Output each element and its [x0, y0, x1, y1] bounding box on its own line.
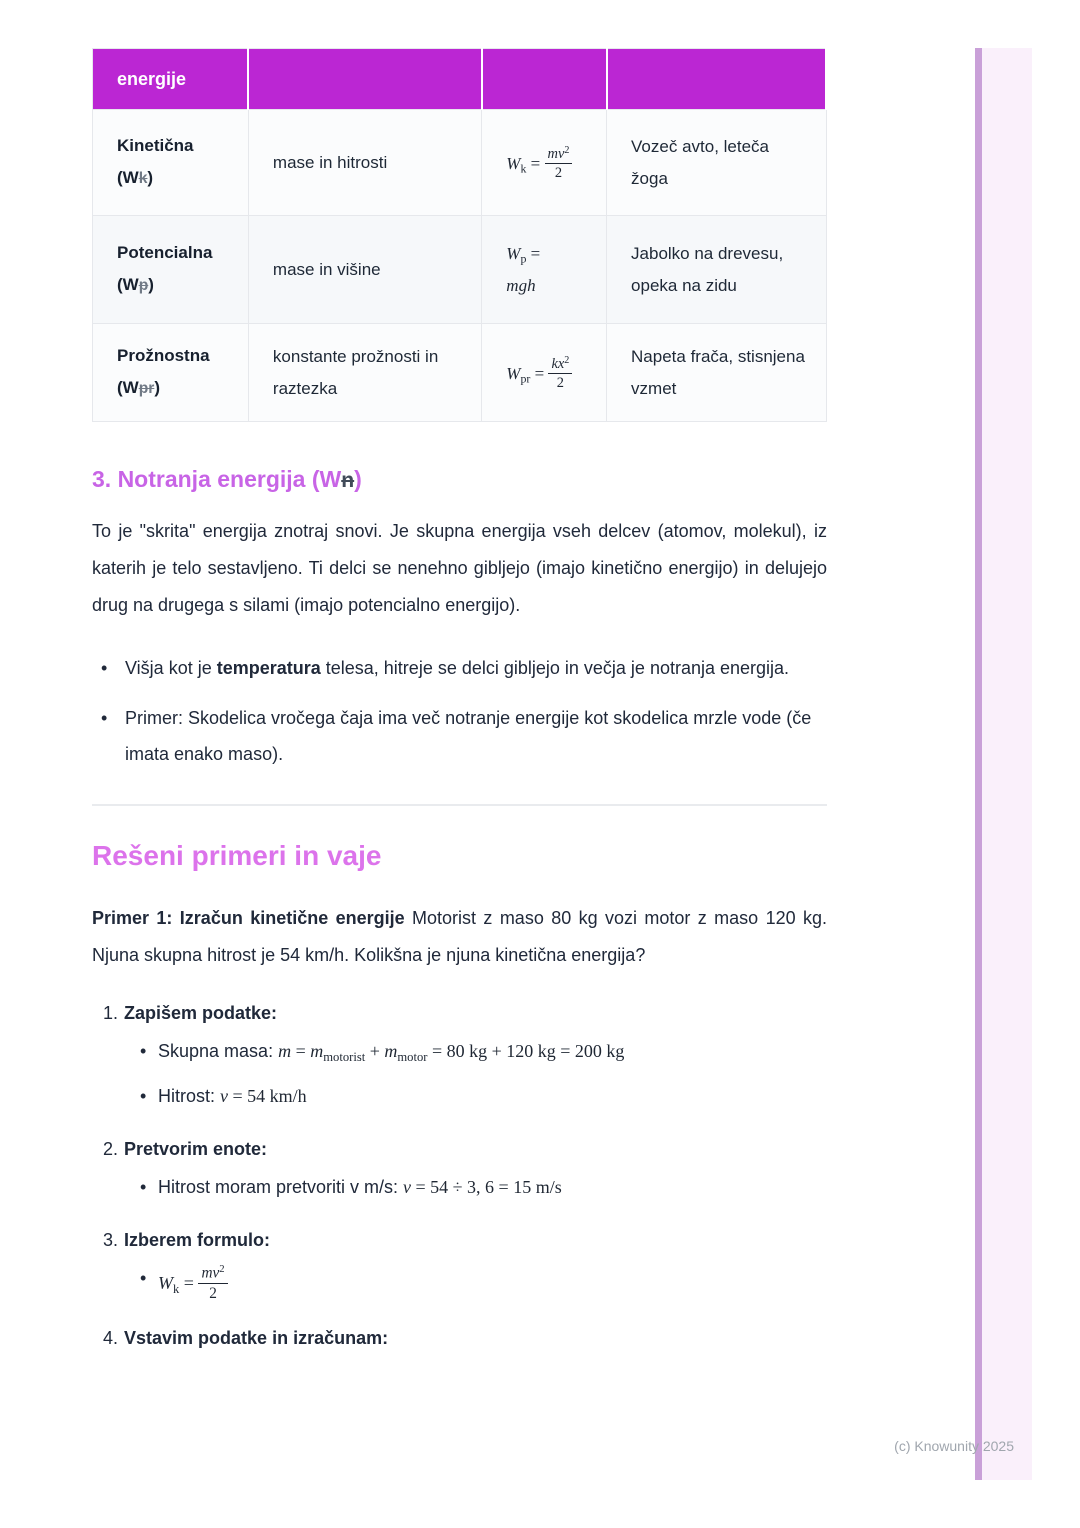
step-3-label: Izberem formulo: [124, 1230, 271, 1250]
step-1-item-hitrost: • Hitrost: v = 54 km/h [140, 1081, 827, 1112]
copyright-notice: (c) Knowunity 2025 [894, 1438, 1014, 1454]
step-3 [92, 1227, 827, 1301]
energy-example-proznostna: Napeta frača, stisnjena vzmet [607, 324, 826, 422]
page-margin-highlight-line [975, 48, 982, 1480]
section-divider [92, 804, 827, 806]
math-skupna-masa: $m = m_{motorist} + m_{motor} = 80$ kg + 120 kg = 200 kg [278, 1041, 625, 1064]
energy-name-kineticna: Kinetična (Wk) [93, 110, 249, 216]
energy-depends-proznostna: konstante prožnosti in raztezka [248, 324, 481, 422]
table-header-energije: energije [93, 49, 249, 110]
primer1-title-bold: Primer 1: Izračun kinetične energije [92, 908, 405, 928]
table-header-row [93, 49, 827, 110]
step-4-number: 4. [103, 1327, 119, 1348]
step-1-head [92, 1000, 827, 1026]
step-3-items [140, 1263, 827, 1301]
primer1-intro: Primer 1: Izračun kinetične energije Motorist z maso 80 kg vozi motor z maso 120 kg. Njuna skupna hitrost je 54 km/h. Kolikšna je njuna kinetična energija? [92, 908, 827, 965]
notranja-bullet-list [92, 650, 827, 772]
symbol-sub-p: p [138, 277, 149, 294]
table-header-empty-1 [248, 49, 481, 110]
math-hitrost: v = 54 km/h [220, 1086, 307, 1106]
step-2-number: 2. [103, 1139, 119, 1159]
step-1 [92, 1000, 827, 1112]
energy-formula-kineticna [482, 110, 607, 216]
symbol-sub-k: k [138, 170, 148, 187]
section-heading-notranja-energija: 3. Notranja energija (Wn) [92, 466, 362, 492]
table-row-proznostna [93, 324, 827, 422]
solved-examples-heading: Rešeni primeri in vaje [92, 840, 382, 871]
formula-potencialna: $W_p$ = mgh [506, 243, 541, 295]
table-row-potencialna [93, 216, 827, 324]
step-2-head [92, 1136, 827, 1162]
solution-steps [92, 1000, 827, 1351]
page-margin-highlight-panel [982, 48, 1032, 1480]
energy-formula-potencialna [482, 216, 607, 324]
step-2-label: Pretvorim enote: [124, 1139, 268, 1159]
math-formula-wk: $W_k$ = $\frac{mv^2}{2}$ [158, 1273, 228, 1293]
document-content [92, 0, 827, 1375]
step-3-head [92, 1227, 827, 1253]
step-1-label: Zapišem podatke: [124, 1003, 278, 1023]
step-4 [92, 1325, 827, 1351]
step-1-item-masa: • Skupna masa: $m = m_{motorist} + m_{motor} = 80$ kg + 120 kg = 200 kg [140, 1036, 827, 1067]
table-header-empty-2 [482, 49, 607, 110]
step-3-number: 3. [103, 1230, 119, 1250]
energy-depends-potencialna: mase in višine [248, 216, 481, 324]
energy-example-kineticna: Vozeč avto, leteča žoga [607, 110, 826, 216]
energy-types-table [92, 48, 827, 422]
symbol-sub-n: n [341, 469, 355, 492]
math-pretvorba: v = 54 ÷ 3, 6 = 15 m/s [403, 1177, 562, 1197]
symbol-sub-pr: pr [138, 380, 155, 397]
notranja-paragraph: To je "skrita" energija znotraj snovi. Je skupna energija vseh delcev (atomov, molekul), iz katerih je telo sestavljeno. Ti delci se nenehno gibljejo (imajo kinetično energijo) in delujejo drug na drugega s silami (imajo potencialno energijo). [92, 521, 827, 615]
step-1-items [140, 1036, 827, 1112]
bullet-primer-caj: • Primer: Skodelica vročega čaja ima več notranje energije kot skodelica mrzle vode (če imata enako maso). [92, 700, 827, 772]
table-row-kineticna [93, 110, 827, 216]
formula-proznostna: $W_{pr}$ = $\frac{kx^2}{2}$ [506, 364, 572, 383]
energy-name-proznostna: Prožnostna (Wpr) [93, 324, 249, 422]
energy-depends-kineticna: mase in hitrosti [248, 110, 481, 216]
step-2-item-pretvorba: • Hitrost moram pretvoriti v m/s: v = 54 ÷ 3, 6 = 15 m/s [140, 1172, 827, 1203]
step-2 [92, 1136, 827, 1203]
energy-formula-proznostna [482, 324, 607, 422]
step-4-head [92, 1325, 827, 1351]
step-2-items [140, 1172, 827, 1203]
energy-name-potencialna: Potencialna (Wp) [93, 216, 249, 324]
formula-kineticna: $W_k$ = $\frac{mv^2}{2}$ [506, 154, 572, 173]
table-header-empty-3 [607, 49, 826, 110]
step-4-label: Vstavim podatke in izračunam: [124, 1327, 389, 1348]
bold-temperatura: temperatura [216, 658, 321, 678]
bullet-temperatura: • Višja kot je temperatura telesa, hitreje se delci gibljejo in večja je notranja energija. [92, 650, 827, 686]
step-1-number: 1. [103, 1003, 119, 1023]
step-3-item-formula [140, 1263, 827, 1301]
energy-example-potencialna: Jabolko na drevesu, opeka na zidu [607, 216, 826, 324]
